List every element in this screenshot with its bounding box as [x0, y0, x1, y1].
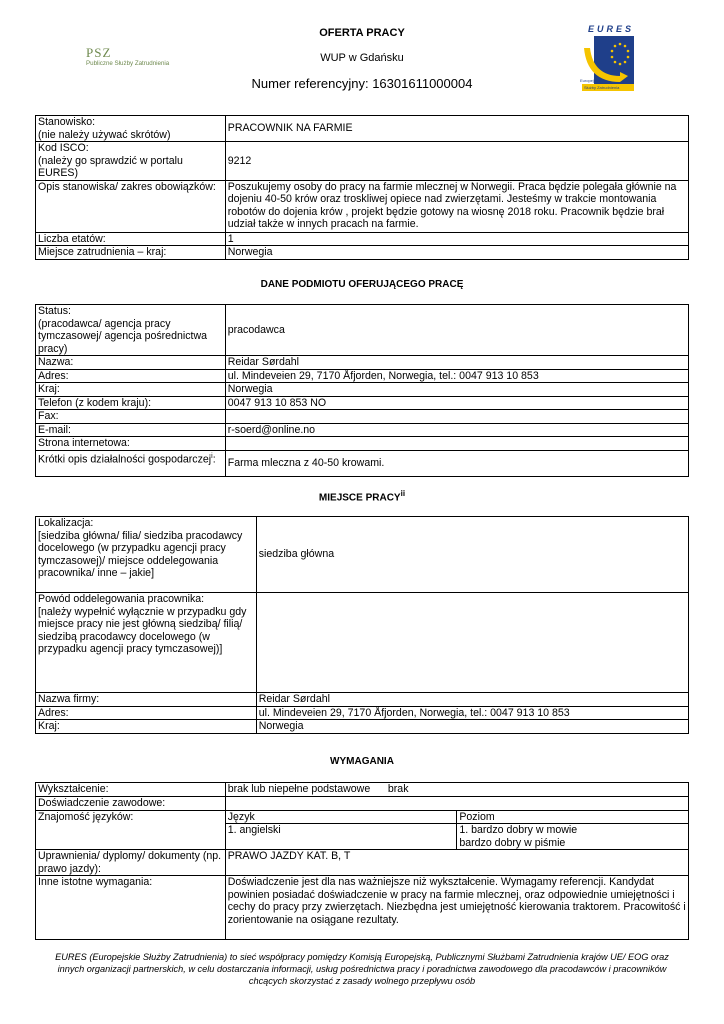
- table-row: [36, 876, 689, 940]
- requirements-heading: WYMAGANIA: [330, 756, 394, 767]
- offer-value-positions-count: 1: [225, 232, 688, 246]
- table-row: [36, 180, 689, 232]
- table-row: [36, 593, 689, 693]
- requirements-label-education: Wykształcenie:: [36, 783, 226, 797]
- table-row: [36, 142, 689, 181]
- workplace-label-location: Lokalizacja: [siedziba główna/ filia/ siedziba pracodawcy docelowego (w przypadku agencji pracy tymczasowej)/ miejsce oddelegowania pracownika/ inne – jakie]: [36, 517, 257, 593]
- eures-logo-line2: Służby Zatrudnienia: [584, 85, 620, 90]
- requirements-label-permits: Uprawnienia/ dyplomy/ dokumenty (np. prawo jazdy):: [36, 850, 226, 876]
- language-1-name: 1. angielski: [225, 824, 457, 850]
- employer-label-status: Status: (pracodawca/ agencja pracy tymczasowej/ agencja pośrednictwa pracy): [36, 305, 226, 356]
- table-row: [36, 305, 689, 356]
- footer-note: EURES (Europejskie Służby Zatrudnienia) to sieć współpracy pomiędzy Komisją Europejską, Publicznymi Służbami Zatrudnienia krajów UE/ EOG oraz innych organizacji partnerskich, w celu dostarczania informacji, usług pośrednictwa pracy i poradnictwa zawodowego dla pracodawców i pracowników chcących skorzystać z zasady wolnego przepływu osób: [55, 952, 669, 986]
- table-row: [36, 693, 689, 707]
- employer-label-fax: Fax:: [36, 410, 226, 424]
- employer-label-country: Kraj:: [36, 383, 226, 397]
- employer-value-address: ul. Mindeveien 29, 7170 Åfjorden, Norwegia, tel.: 0047 913 10 853: [225, 369, 688, 383]
- table-row: [36, 369, 689, 383]
- employer-label-activity-end: :: [212, 453, 216, 466]
- psz-logo-subtitle: Publiczne Służby Zatrudnienia: [86, 60, 170, 67]
- workplace-value-delegation: [256, 593, 688, 693]
- languages-header-language: Język: [225, 810, 457, 824]
- workplace-label-country: Kraj:: [36, 720, 257, 734]
- table-row: [36, 396, 689, 410]
- employer-label-email: E-mail:: [36, 423, 226, 437]
- table-row: [36, 410, 689, 424]
- employer-value-status: pracodawca: [225, 305, 688, 356]
- table-row: [36, 720, 689, 734]
- table-row: [36, 783, 689, 797]
- table-row: [36, 797, 689, 811]
- table-row: [36, 517, 689, 593]
- workplace-value-location: siedziba główna: [256, 517, 688, 593]
- requirements-table: [35, 782, 689, 940]
- footnote-marker: i: [211, 452, 213, 460]
- reference-number: Numer referencyjny: 16301611000004: [251, 76, 473, 91]
- employer-value-website: [225, 437, 688, 451]
- table-row: [36, 356, 689, 370]
- offer-label-positions-count: Liczba etatów:: [36, 232, 226, 246]
- language-1-level: 1. bardzo dobry w mowie bardzo dobry w piśmie: [457, 824, 689, 850]
- footnote-marker: ii: [400, 489, 406, 498]
- employer-table: [35, 304, 689, 477]
- languages-header-level: Poziom: [457, 810, 689, 824]
- employer-value-fax: [225, 410, 688, 424]
- workplace-table: [35, 516, 689, 734]
- eures-logo-line1: Europejskie: [580, 78, 601, 83]
- office-name: WUP w Gdańsku: [320, 52, 404, 64]
- table-row: [36, 423, 689, 437]
- employer-value-email: r-soerd@online.no: [225, 423, 688, 437]
- offer-label-country: Miejsce zatrudnienia – kraj:: [36, 246, 226, 260]
- eures-logo: [580, 22, 636, 92]
- offer-value-description: Poszukujemy osoby do pracy na farmie mlecznej w Norwegii. Praca będzie polegała głównie na dojeniu 40-50 krów oraz troskliwej opiece nad zwierzętami. Jesteśmy w trakcie montowania robotów do dojenia krów , projekt będzie gotowy na wiosnę 2018 roku. Pracownik będzie brał udział także w innych pracach na farmie.: [225, 180, 688, 232]
- workplace-value-country: Norwegia: [256, 720, 688, 734]
- employer-heading: DANE PODMIOTU OFERUJĄCEGO PRACĘ: [260, 279, 464, 290]
- workplace-heading: [200, 489, 524, 503]
- employer-value-country: Norwegia: [225, 383, 688, 397]
- offer-value-country: Norwegia: [225, 246, 688, 260]
- table-row: [36, 232, 689, 246]
- employer-value-activity: Farma mleczna z 40-50 krowami.: [225, 450, 688, 476]
- employer-label-address: Adres:: [36, 369, 226, 383]
- table-row: [36, 706, 689, 720]
- employer-label-activity-text: Krótki opis działalności gospodarczej: [38, 453, 212, 466]
- eures-logo-name: EURES: [588, 24, 635, 34]
- employer-label-activity: [36, 450, 226, 476]
- page-title: OFERTA PRACY: [319, 27, 405, 39]
- requirements-value-permits: PRAWO JAZDY KAT. B, T: [225, 850, 688, 876]
- table-row: [36, 383, 689, 397]
- table-row: [36, 850, 689, 876]
- requirements-label-other: Inne istotne wymagania:: [36, 876, 226, 940]
- requirements-value-other: Doświadczenie jest dla nas ważniejsze niż wykształcenie. Wymagamy referencji. Kandydat powinien posiadać doświadczenie w pracy na farmie mlecznej, oraz odpowiednie umiejętności i cechy do pracy przy zwierzętach. Niezbędna jest umiejętność kierowania traktorem. Pracowitość i zorientowanie na osiągane rezultaty.: [225, 876, 688, 940]
- offer-label-description: Opis stanowiska/ zakres obowiązków:: [36, 180, 226, 232]
- table-row: [36, 437, 689, 451]
- psz-logo-name: PSZ: [86, 45, 112, 60]
- employer-value-name: Reidar Sørdahl: [225, 356, 688, 370]
- requirements-value-education: brak lub niepełne podstawowe brak: [225, 783, 688, 797]
- psz-logo: [86, 46, 196, 74]
- workplace-label-address: Adres:: [36, 706, 257, 720]
- workplace-heading-text: MIEJSCE PRACY: [318, 492, 401, 504]
- employer-label-website: Strona internetowa:: [36, 437, 226, 451]
- requirements-label-experience: Doświadczenie zawodowe:: [36, 797, 226, 811]
- employer-label-phone: Telefon (z kodem kraju):: [36, 396, 226, 410]
- workplace-label-delegation: Powód oddelegowania pracownika: [należy wypełnić wyłącznie w przypadku gdy miejsce pracy nie jest główną siedzibą/ filią/ siedzibą pracodawcy docelowego (w przypadku agencji pracy tymczasowej)]: [36, 593, 257, 693]
- workplace-value-company: Reidar Sørdahl: [256, 693, 688, 707]
- employer-value-phone: 0047 913 10 853 NO: [225, 396, 688, 410]
- requirements-value-experience: [225, 797, 688, 811]
- table-row: [36, 246, 689, 260]
- requirements-label-languages: Znajomość języków:: [36, 810, 226, 850]
- table-row: [36, 810, 689, 824]
- offer-value-isco: 9212: [225, 142, 688, 181]
- employer-label-name: Nazwa:: [36, 356, 226, 370]
- offer-label-isco: Kod ISCO: (należy go sprawdzić w portalu EURES): [36, 142, 226, 181]
- workplace-value-address: ul. Mindeveien 29, 7170 Åfjorden, Norwegia, tel.: 0047 913 10 853: [256, 706, 688, 720]
- offer-value-position: PRACOWNIK NA FARMIE: [225, 116, 688, 142]
- workplace-label-company: Nazwa firmy:: [36, 693, 257, 707]
- offer-label-position: Stanowisko: (nie należy używać skrótów): [36, 116, 226, 142]
- offer-table: [35, 115, 689, 260]
- table-row: [36, 116, 689, 142]
- table-row: [36, 450, 689, 476]
